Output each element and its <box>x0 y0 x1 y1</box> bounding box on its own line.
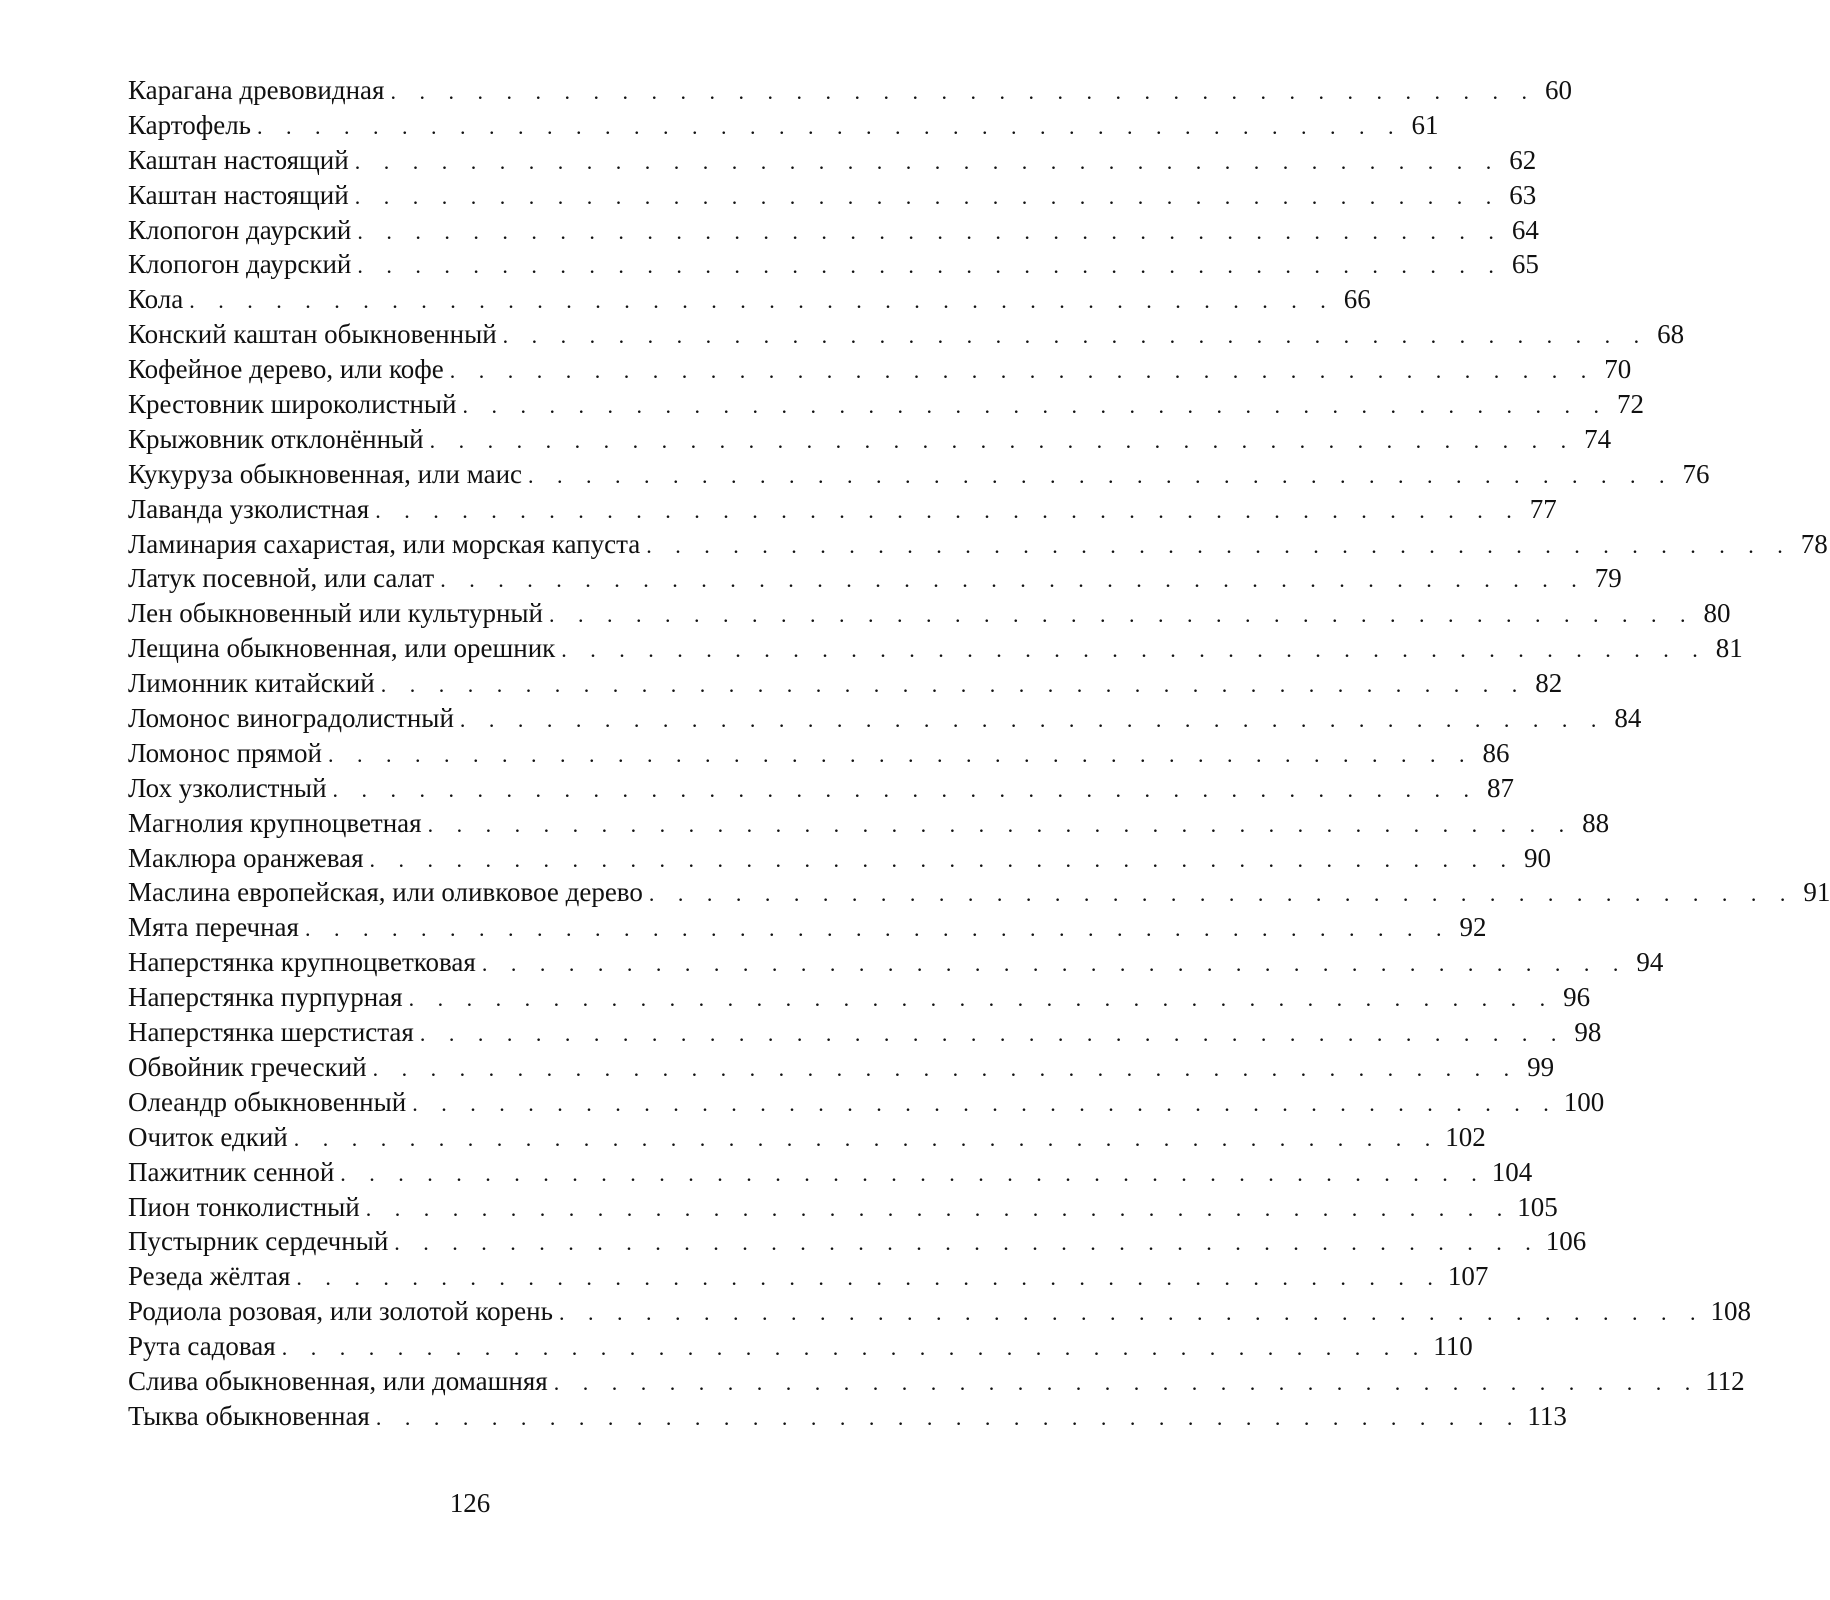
toc-entry-page: 99 <box>1527 1051 1555 1082</box>
dot-leader: . . . . . . . . . . . . . . . . . . . . . . . . . . . . . . . . . . . . . . . . <box>357 218 1503 244</box>
toc-entry <box>128 1364 1745 1399</box>
toc-entry <box>128 73 1572 108</box>
toc-entry <box>128 143 1537 178</box>
dot-leader: . . . . . . . . . . . . . . . . . . . . . . . . . . . . . . . . . . . . . . . . <box>354 183 1501 209</box>
dot-leader: . . . . . . . . . . . . . . . . . . . . . . . . . . . . . . . . . . . . . . . . <box>528 462 1674 488</box>
dot-leader: . . . . . . . . . . . . . . . . . . . . . . . . . . . . . . . . . . . . . . . . <box>257 113 1403 139</box>
toc-entry-title: Обвойник греческий <box>128 1051 367 1082</box>
dot-leader: . . . . . . . . . . . . . . . . . . . . . . . . . . . . . . . . . . . . . . . . <box>354 148 1501 174</box>
toc-entry <box>128 317 1685 352</box>
toc-entry-title: Слива обыкновенная, или домашняя <box>128 1365 548 1396</box>
toc-entry-page: 107 <box>1447 1261 1489 1292</box>
dot-leader: . . . . . . . . . . . . . . . . . . . . . . . . . . . . . . . . . . . . . . . . <box>553 1369 1700 1395</box>
toc-entry-page: 98 <box>1574 1017 1602 1048</box>
dot-leader: . . . . . . . . . . . . . . . . . . . . . . . . . . . . . . . . . . . . . . . . <box>375 497 1521 523</box>
toc-entry-title: Пион тонколистный <box>128 1191 360 1222</box>
dot-leader: . . . . . . . . . . . . . . . . . . . . . . . . . . . . . . . . . . . . . . . . <box>561 637 1707 663</box>
dot-leader: . . . . . . . . . . . . . . . . . . . . . . . . . . . . . . . . . . . . . . . . <box>646 532 1792 558</box>
toc-entry <box>128 1085 1605 1120</box>
toc-entry-title: Кола <box>128 284 184 315</box>
toc-entry-title: Рута садовая <box>128 1331 276 1362</box>
toc-entry-title: Магнолия крупноцветная <box>128 807 422 838</box>
toc-entry-page: 66 <box>1343 284 1371 315</box>
toc-entry-page: 90 <box>1524 842 1551 873</box>
toc-entry <box>128 771 1515 806</box>
toc-entry <box>128 178 1537 213</box>
toc-entry <box>128 980 1591 1015</box>
toc-entry <box>128 1329 1473 1364</box>
toc-entry-page: 96 <box>1563 982 1591 1013</box>
toc-entry-title: Ломонос виноградолистный <box>128 703 454 734</box>
toc-entry-page: 62 <box>1509 144 1537 175</box>
toc-entry-page: 70 <box>1604 354 1632 385</box>
toc-entry <box>128 457 1710 492</box>
toc-entry <box>128 1050 1555 1085</box>
toc-entry <box>128 701 1642 736</box>
toc-entry-title: Крыжовник отклонённый <box>128 423 424 454</box>
dot-leader: . . . . . . . . . . . . . . . . . . . . . . . . . . . . . . . . . . . . . . . . <box>394 1230 1540 1256</box>
toc-entry-title: Лен обыкновенный или культурный <box>128 598 543 629</box>
toc-entry <box>128 282 1371 317</box>
toc-entry <box>128 1190 1558 1225</box>
toc-entry-title: Клопогон даурский <box>128 214 352 245</box>
dot-leader: . . . . . . . . . . . . . . . . . . . . . . . . . . . . . . . . . . . . . . . . <box>327 741 1474 767</box>
toc-entry <box>128 387 1644 422</box>
dot-leader: . . . . . . . . . . . . . . . . . . . . . . . . . . . . . . . . . . . . . . . . <box>340 1160 1486 1186</box>
toc-entry <box>128 631 1743 666</box>
toc-entry-page: 100 <box>1563 1086 1605 1117</box>
toc-entry-title: Кукуруза обыкновенная, или маис <box>128 458 523 489</box>
toc-entry-page: 78 <box>1800 528 1828 559</box>
toc-entry <box>128 1259 1489 1294</box>
toc-entry-page: 61 <box>1411 109 1439 140</box>
dot-leader: . . . . . . . . . . . . . . . . . . . . . . . . . . . . . . . . . . . . . . . . <box>558 1300 1705 1326</box>
toc-entry-title: Пустырник сердечный <box>128 1226 389 1257</box>
toc-entry-page: 63 <box>1509 179 1537 210</box>
toc-entry <box>128 841 1551 876</box>
toc-entry <box>128 666 1563 701</box>
toc-entry-page: 91 <box>1803 877 1830 908</box>
toc-entry-page: 108 <box>1710 1296 1751 1327</box>
dot-leader: . . . . . . . . . . . . . . . . . . . . . . . . . . . . . . . . . . . . . . . . <box>390 79 1536 104</box>
toc-entry <box>128 527 1828 562</box>
toc-entry <box>128 1015 1602 1050</box>
toc-entry-page: 65 <box>1511 249 1539 280</box>
toc-entry-page: 77 <box>1529 493 1557 524</box>
dot-leader: . . . . . . . . . . . . . . . . . . . . . . . . . . . . . . . . . . . . . . . . <box>462 393 1608 419</box>
toc-entry-title: Конский каштан обыкновенный <box>128 319 497 350</box>
toc-entry-title: Резеда жёлтая <box>128 1261 291 1292</box>
toc-entry-page: 86 <box>1482 737 1510 768</box>
toc-entry-page: 64 <box>1511 214 1539 245</box>
toc-entry <box>128 1294 1751 1329</box>
toc-entry-title: Клопогон даурский <box>128 249 352 280</box>
toc-entry <box>128 561 1622 596</box>
toc-entry-title: Каштан настоящий <box>128 144 349 175</box>
toc-entry-page: 92 <box>1459 912 1487 943</box>
toc-entry-title: Олеандр обыкновенный <box>128 1086 407 1117</box>
toc-entry-page: 81 <box>1715 633 1743 664</box>
toc-entry-title: Мята перечная <box>128 912 299 943</box>
toc-entry-title: Картофель <box>128 109 251 140</box>
dot-leader: . . . . . . . . . . . . . . . . . . . . . . . . . . . . . . . . . . . . . . . . <box>427 811 1574 837</box>
dot-leader: . . . . . . . . . . . . . . . . . . . . . . . . . . . . . . . . . . . . . . . . <box>459 707 1606 733</box>
toc-entry-page: 94 <box>1636 947 1664 978</box>
toc-entry-title: Лох узколистный <box>128 772 327 803</box>
table-of-contents <box>128 73 1830 1434</box>
dot-leader: . . . . . . . . . . . . . . . . . . . . . . . . . . . . . . . . . . . . . . . . <box>481 951 1628 977</box>
toc-entry-page: 110 <box>1433 1331 1473 1362</box>
toc-entry <box>128 806 1610 841</box>
toc-entry-page: 102 <box>1445 1121 1486 1152</box>
toc-entry-page: 76 <box>1682 458 1710 489</box>
dot-leader: . . . . . . . . . . . . . . . . . . . . . . . . . . . . . . . . . . . . . . . . <box>429 427 1576 453</box>
dot-leader: . . . . . . . . . . . . . . . . . . . . . . . . . . . . . . . . . . . . . . . . <box>412 1090 1558 1116</box>
dot-leader: . . . . . . . . . . . . . . . . . . . . . . . . . . . . . . . . . . . . . . . . <box>189 288 1335 314</box>
toc-entry-title: Лаванда узколистная <box>128 493 370 524</box>
toc-entry-page: 82 <box>1535 668 1563 699</box>
toc-entry-title: Каштан настоящий <box>128 179 349 210</box>
dot-leader: . . . . . . . . . . . . . . . . . . . . . . . . . . . . . . . . . . . . . . . . <box>440 567 1586 593</box>
toc-entry-title: Наперстянка пурпурная <box>128 982 403 1013</box>
toc-entry <box>128 596 1731 631</box>
dot-leader: . . . . . . . . . . . . . . . . . . . . . . . . . . . . . . . . . . . . . . . . <box>375 1404 1522 1430</box>
toc-entry-title: Кофейное дерево, или кофе <box>128 354 444 385</box>
toc-entry-title: Наперстянка крупноцветковая <box>128 947 476 978</box>
toc-entry <box>128 247 1539 282</box>
toc-entry <box>128 736 1510 771</box>
toc-entry-page: 79 <box>1594 563 1622 594</box>
toc-entry <box>128 422 1612 457</box>
toc-entry-title: Ламинария сахаристая, или морская капуста <box>128 528 641 559</box>
dot-leader: . . . . . . . . . . . . . . . . . . . . . . . . . . . . . . . . . . . . . . . . <box>293 1125 1440 1151</box>
dot-leader: . . . . . . . . . . . . . . . . . . . . . . . . . . . . . . . . . . . . . . . . <box>372 1055 1519 1081</box>
toc-entry <box>128 352 1632 387</box>
toc-entry <box>128 1120 1486 1155</box>
toc-entry-page: 68 <box>1657 319 1685 350</box>
toc-entry-title: Очиток едкий <box>128 1121 288 1152</box>
toc-entry-title: Пажитник сенной <box>128 1156 335 1187</box>
dot-leader: . . . . . . . . . . . . . . . . . . . . . . . . . . . . . . . . . . . . . . . . <box>449 358 1596 384</box>
toc-entry-page: 84 <box>1614 703 1642 734</box>
dot-leader: . . . . . . . . . . . . . . . . . . . . . . . . . . . . . . . . . . . . . . . . <box>357 253 1503 279</box>
toc-entry-page: 105 <box>1517 1191 1558 1222</box>
toc-entry-page: 88 <box>1582 807 1610 838</box>
toc-entry-title: Родиола розовая, или золотой корень <box>128 1296 553 1327</box>
toc-entry <box>128 1224 1587 1259</box>
dot-leader: . . . . . . . . . . . . . . . . . . . . . . . . . . . . . . . . . . . . . . . . <box>281 1335 1428 1361</box>
toc-entry-title: Ломонос прямой <box>128 737 322 768</box>
dot-leader: . . . . . . . . . . . . . . . . . . . . . . . . . . . . . . . . . . . . . . . . <box>408 986 1555 1012</box>
toc-entry <box>128 492 1557 527</box>
toc-entry <box>128 1399 1567 1434</box>
toc-entry-page: 112 <box>1705 1365 1745 1396</box>
toc-entry-page: 80 <box>1703 598 1731 629</box>
toc-entry-title: Лимонник китайский <box>128 668 375 699</box>
toc-entry <box>128 945 1664 980</box>
toc-entry-page: 104 <box>1491 1156 1533 1187</box>
dot-leader: . . . . . . . . . . . . . . . . . . . . . . . . . . . . . . . . . . . . . . . . <box>304 916 1451 942</box>
toc-entry-title: Лещина обыкновенная, или орешник <box>128 633 556 664</box>
dot-leader: . . . . . . . . . . . . . . . . . . . . . . . . . . . . . . . . . . . . . . . . <box>369 846 1515 872</box>
toc-entry-title: Маклюра оранжевая <box>128 842 364 873</box>
toc-entry-title: Латук посевной, или салат <box>128 563 435 594</box>
toc-entry-page: 106 <box>1545 1226 1587 1257</box>
dot-leader: . . . . . . . . . . . . . . . . . . . . . . . . . . . . . . . . . . . . . . . . <box>548 602 1695 628</box>
toc-entry-page: 74 <box>1584 423 1612 454</box>
toc-entry-page: 72 <box>1616 389 1644 420</box>
toc-entry <box>128 213 1539 248</box>
dot-leader: . . . . . . . . . . . . . . . . . . . . . . . . . . . . . . . . . . . . . . . . <box>380 672 1527 698</box>
dot-leader: . . . . . . . . . . . . . . . . . . . . . . . . . . . . . . . . . . . . . . . . <box>296 1265 1442 1291</box>
toc-entry-page: 113 <box>1527 1400 1567 1431</box>
toc-entry-title: Наперстянка шерстистая <box>128 1017 414 1048</box>
toc-entry-page: 87 <box>1487 772 1515 803</box>
toc-entry <box>128 108 1439 143</box>
dot-leader: . . . . . . . . . . . . . . . . . . . . . . . . . . . . . . . . . . . . . . . . <box>502 323 1649 349</box>
page-number: 126 <box>449 1488 491 1518</box>
dot-leader: . . . . . . . . . . . . . . . . . . . . . . . . . . . . . . . . . . . . . . . . <box>365 1195 1512 1221</box>
toc-entry <box>128 910 1487 945</box>
toc-entry <box>128 1155 1533 1190</box>
toc-entry-title: Крестовник широколистный <box>128 389 457 420</box>
toc-entry <box>128 875 1830 910</box>
toc-entry-title: Тыква обыкновенная <box>128 1400 370 1431</box>
dot-leader: . . . . . . . . . . . . . . . . . . . . . . . . . . . . . . . . . . . . . . . . <box>332 776 1479 802</box>
toc-entry-page: 60 <box>1544 75 1572 105</box>
dot-leader: . . . . . . . . . . . . . . . . . . . . . . . . . . . . . . . . . . . . . . . . <box>419 1021 1566 1047</box>
toc-entry-title: Маслина европейская, или оливковое дерево <box>128 877 643 908</box>
dot-leader: . . . . . . . . . . . . . . . . . . . . . . . . . . . . . . . . . . . . . . . . <box>648 881 1795 907</box>
toc-entry-title: Карагана древовидная <box>128 75 385 105</box>
